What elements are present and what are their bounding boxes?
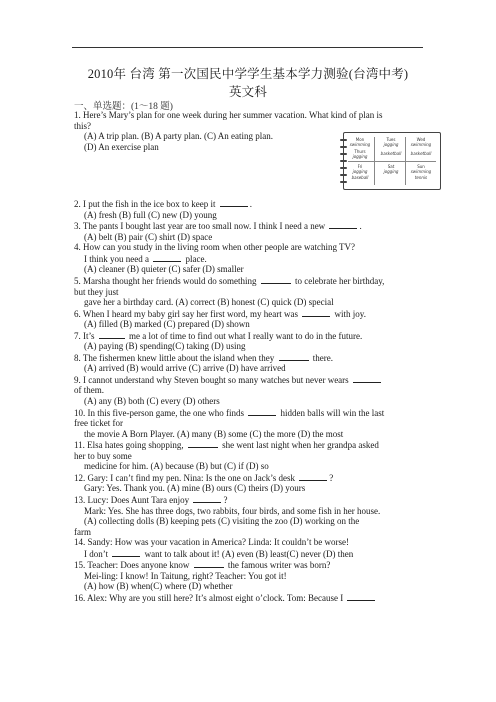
question-15 [74,559,426,571]
options-line: (A) arrived (B) would arrive (C) arrive (D) have arrived [84,363,286,374]
answer-blank [302,308,330,317]
activity: baseball [351,175,369,180]
q2-stem: 2. I put the fish in the ice box to keep it [74,199,216,210]
q8-tail: there. [312,352,334,363]
calendar-cell-wed [408,137,434,147]
question-8 [74,352,426,364]
q4-tail: place. [185,253,207,264]
q8-stem: 8. The fishermen knew little about the island when they [74,352,275,363]
calendar-activity [378,151,404,156]
activity: swimming [410,169,432,174]
options-line: medicine for him. (A) because (B) but (C) if (D) so [84,461,269,472]
text-line: Mark: Yes. She has three dogs, two rabbits, four birds, and some fish in her house. [84,505,381,516]
calendar-activity [408,175,434,180]
q3-stem: 3. The pants I bought last year are too small now. I think I need a new [74,221,326,232]
text-line: free ticket for [74,418,123,429]
question-5 [74,275,426,287]
q7-stem: 7. It’s [74,330,95,341]
weekly-plan-calendar [343,132,441,190]
q7-tail: me a lot of time to find out what I really want to do in the future. [129,330,363,341]
answer-blank [112,548,140,557]
calendar-cell-thurs [347,149,373,159]
binder-ring [340,139,347,141]
answer-blank [188,439,218,448]
question-13: 13. Lucy: Does Aunt Tara enjoy ? [74,494,228,505]
activity: jogging [352,169,368,174]
q4-stem: I think you need a [84,253,149,264]
answer-blank [279,352,309,361]
question-12: 12. Gary: I can’t find my pen. Nina: Is the one on Jack’s desk ? [74,472,334,483]
options-line: (A) paying (B) spending(C) taking (D) using [84,341,246,352]
q15-tail: the famous writer was born? [227,560,331,571]
answer-blank [329,220,357,229]
q5-tail: to celebrate her birthday, [294,276,385,287]
calendar-cell-tues [378,137,404,147]
answer-blank [153,253,181,262]
header-rule [72,47,423,48]
question-4: 4. How can you study in the living room when other people are watching TV? [74,242,356,253]
answer-blank [220,198,248,207]
section-heading: 一、单选题：(1～18 题) [74,102,173,112]
q6-stem: 6. When I heard my baby girl say her first word, my heart was [74,308,299,319]
day-label: Tues [386,137,396,142]
q10-stem: 10. In this five-person game, the one who finds [74,407,244,418]
answer-blank [353,374,381,383]
question-16 [74,592,426,604]
question-6 [74,308,426,320]
question-14: 14. Sandy: How was your vacation in America? Linda: It couldn’t be worse! [74,537,350,548]
day-label: Fri [357,164,363,169]
activity: tennis [414,175,428,180]
day-label: Wed [416,137,426,142]
text-line: Mei-ling: I know! In Taitung, right? Teacher: You got it! [84,570,287,581]
options-line: (A) any (B) both (C) every (D) others [84,396,220,407]
activity: jogging [352,154,368,159]
q13-stem: 13. Lucy: Does Aunt Tara enjoy [74,494,190,505]
text-line: of them. [74,385,104,396]
q14-stem: I don’t [84,548,109,559]
options-line: (A) filled (B) marked (C) prepared (D) shown [84,319,250,330]
text-line: her to buy some [74,450,132,461]
q16-stem: 16. Alex: Why are you still here? It’s almost eight o’clock. Tom: Because I [74,592,344,603]
q12-stem: 12. Gary: I can’t find my pen. Nina: Is the one on Jack’s desk [74,472,296,483]
calendar-cell-sun [408,164,434,174]
q11-stem: 11. Elsa hates going shopping, [74,440,184,451]
text-line [74,548,426,560]
answer-blank [194,559,224,568]
options-line: the movie A Born Player. (A) many (B) some (C) the more (D) the most [84,428,344,439]
q6-tail: with joy. [334,308,366,319]
calendar-activity [347,175,373,180]
question-3: 3. The pants I bought last year are too small now. I think I need a new . [74,221,362,232]
activity: jogging [383,142,399,147]
question-11 [74,439,426,451]
options-line: (A) A trip plan. (B) A party plan. (C) An eating plan. [84,131,273,142]
text-line: farm [74,526,91,537]
answer-blank [299,472,327,481]
activity: swimming [349,142,371,147]
binder-ring [340,174,347,176]
options-line: Gary: Yes. Thank you. (A) mine (B) ours (C) theirs (D) yours [84,483,306,494]
options-line: (A) collecting dolls (B) keeping pets (C) visiting the zoo (D) working on the [84,516,360,527]
options-line: (A) belt (B) pair (C) shirt (D) space [84,231,213,242]
q10-tail: hidden balls will win the last [280,407,385,418]
day-label: Sun [417,164,425,169]
question-7 [74,330,426,342]
options-line: (A) cleaner (B) quieter (C) safer (D) smaller [84,264,244,275]
calendar-cell-mon [347,137,373,147]
binder-ring [340,181,347,183]
doc-title: 2010年 台湾 第一次国民中学学生基本学力测验(台湾中考) [87,67,409,81]
q5-stem: 5. Marsha thought her friends would do something [74,276,257,287]
q11-tail: she went last night when her grandpa asked [222,440,379,451]
q15-stem: 15. Teacher: Does anyone know [74,560,190,571]
question-2: 2. I put the fish in the ice box to keep it . [74,199,252,210]
answer-blank [347,592,375,601]
text-line: this? [74,120,91,131]
options-line: (A) fresh (B) full (C) new (D) young [84,209,217,220]
doc-subject: 英文科 [228,85,268,99]
answer-blank [261,275,291,284]
day-label: Thurs [354,149,366,154]
answer-blank [248,407,276,416]
text-line [74,253,426,265]
day-label: Sat [387,164,395,169]
options-line: (A) how (B) when(C) where (D) whether [84,581,233,592]
calendar-activity [408,151,434,156]
binder-ring [340,146,347,148]
activity: swimming [410,142,432,147]
question-9 [74,374,426,386]
q9-stem: 9. I cannot understand why Steven bought so many watches but never wears [74,374,349,385]
answer-blank [193,494,221,503]
day-label: Mon [355,137,365,142]
calendar-cell-sat [378,164,404,174]
q14-tail: want to talk about it! (A) even (B) least(C) never (D) then [144,548,354,559]
calendar-cell-fri [347,164,373,174]
binder-ring [340,153,347,155]
activity: basketball [380,151,402,156]
options-line: gave her a birthday card. (A) correct (B) honest (C) quick (D) special [84,297,334,308]
binder-ring [340,167,347,169]
activity: basketball [410,151,432,156]
options-line: (D) An exercise plan [84,141,159,152]
activity: jogging [383,169,399,174]
grid-line [348,161,436,162]
text-line: but they just [74,286,119,297]
binder-ring [340,160,347,162]
question-1: 1. Here’s Mary’s plan for one week during her summer vacation. What kind of plan is [74,110,383,120]
answer-blank [99,330,125,339]
question-10 [74,407,426,419]
